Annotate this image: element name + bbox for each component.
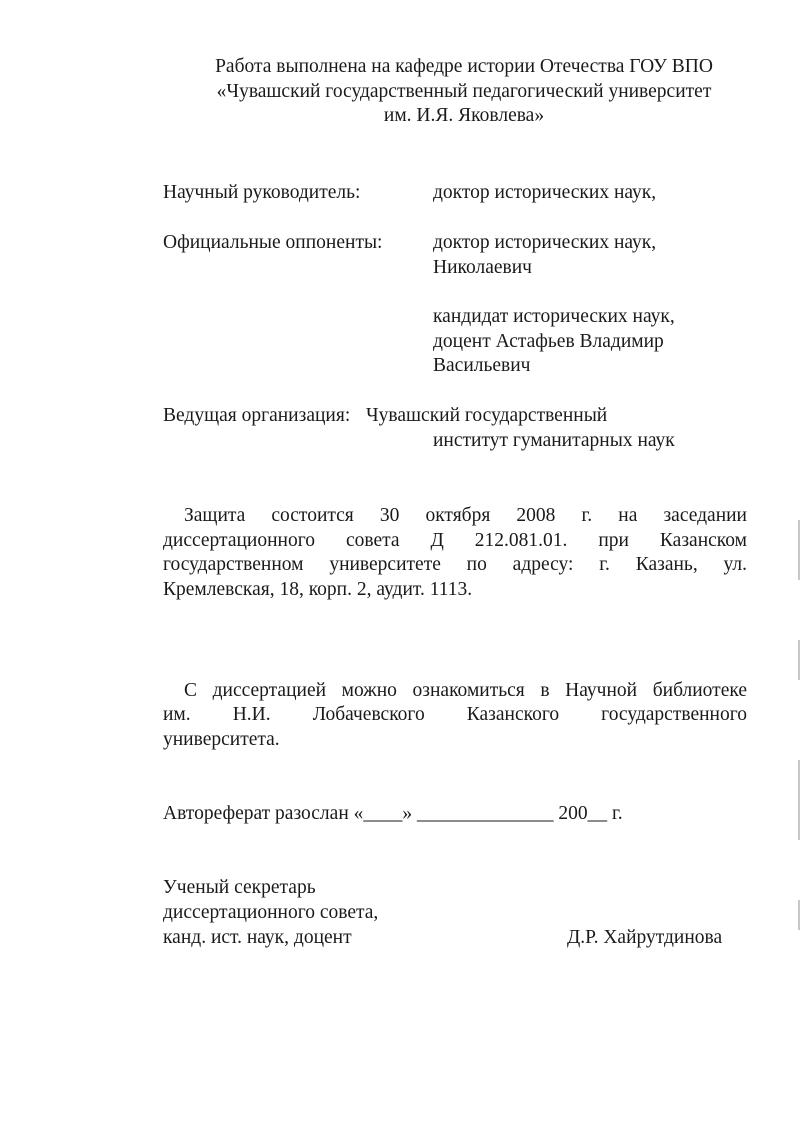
header-line-1: Работа выполнена на кафедре истории Отечества ГОУ ВПО (215, 56, 713, 77)
library-line-1: С диссертацией можно ознакомиться в Научной библиотеке (184, 680, 747, 701)
opponent-2-line-2: доцент Астафьев Владимир (433, 331, 664, 352)
library-line-3: университета. (163, 729, 280, 750)
header-line-3: им. И.Я. Яковлева» (383, 105, 545, 126)
defense-line-1: Защита состоится 30 октября 2008 г. на заседании (184, 505, 747, 526)
secretary-name: Д.Р. Хайрутдинова (567, 927, 723, 948)
leading-org-line-1: Чувашский государственный (366, 405, 608, 426)
header-line-2: «Чувашский государственный педагогический университет (216, 81, 712, 102)
leading-org-line-2: институт гуманитарных наук (433, 430, 675, 451)
defense-line-3: государственном университете по адресу: г. Казань, ул. (163, 554, 747, 575)
secretary-line-3: канд. ист. наук, доцент (163, 927, 352, 948)
library-line-2: им. Н.И. Лобачевского Казанского государственного (163, 704, 747, 725)
opponent-2-line-3: Васильевич (433, 355, 531, 376)
opponents-label: Официальные оппоненты: (163, 232, 383, 253)
supervisor-label: Научный руководитель: (163, 182, 361, 203)
leading-org-label: Ведущая организация: (163, 405, 351, 426)
distribution-line: Автореферат разослан «____» ______________ 200__ г. (163, 803, 623, 824)
defense-line-2: диссертационного совета Д 212.081.01. при Казанском (163, 530, 747, 551)
opponent-1-line-2: Николаевич (433, 257, 532, 278)
supervisor-value: доктор исторических наук, (433, 182, 657, 203)
secretary-line-1: Ученый секретарь (163, 877, 316, 898)
defense-line-4: Кремлевская, 18, корп. 2, аудит. 1113. (163, 579, 473, 600)
secretary-line-2: диссертационного совета, (163, 902, 379, 923)
opponent-1-line-1: доктор исторических наук, (433, 232, 657, 253)
opponent-2-line-1: кандидат исторических наук, (433, 306, 675, 327)
